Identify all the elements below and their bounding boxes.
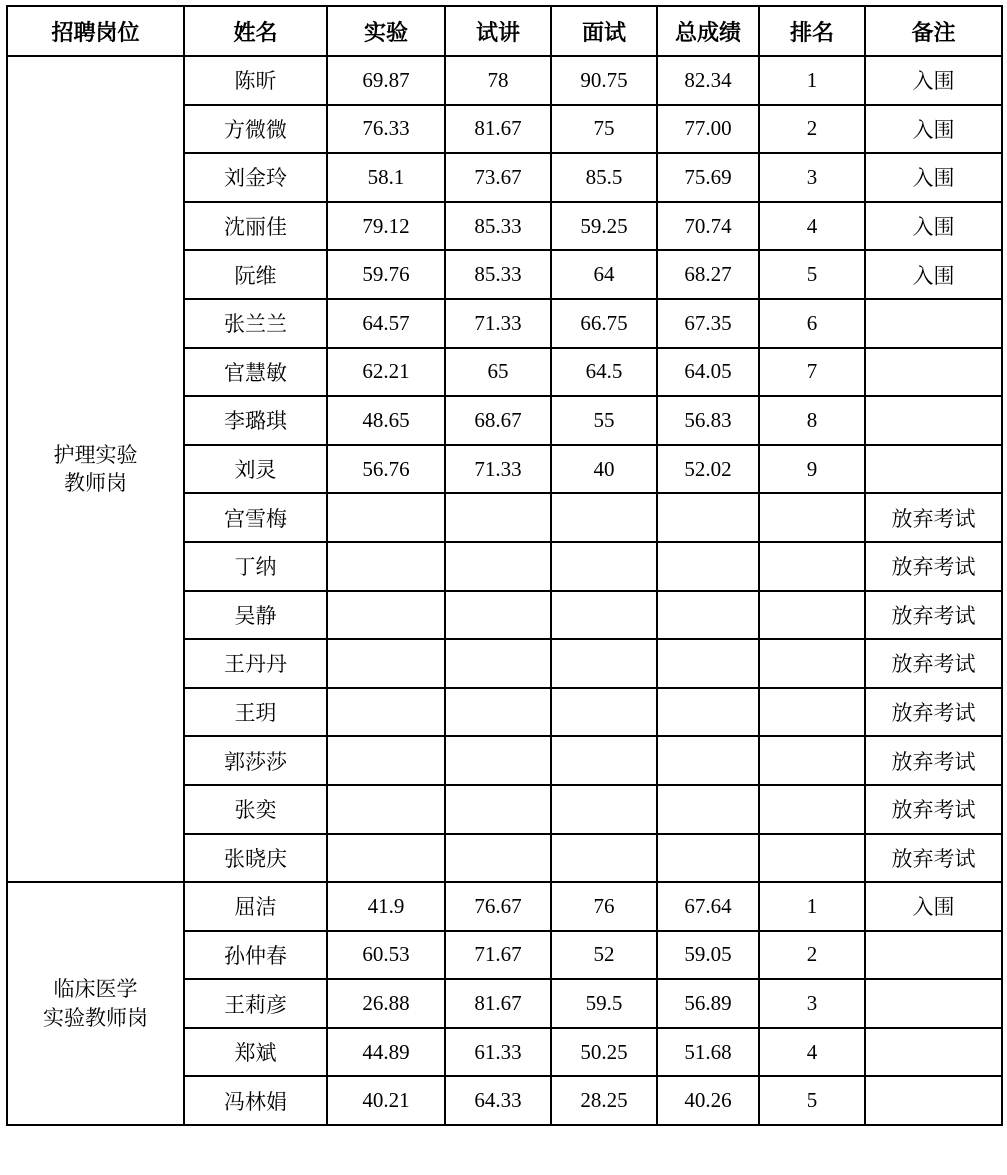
cell-experiment — [327, 542, 445, 591]
cell-interview: 76 — [551, 882, 657, 931]
cell-lecture: 81.67 — [445, 105, 551, 154]
cell-experiment — [327, 785, 445, 834]
cell-note — [865, 931, 1002, 980]
cell-experiment: 62.21 — [327, 348, 445, 397]
header-row — [7, 6, 1002, 56]
cell-lecture: 73.67 — [445, 153, 551, 202]
cell-interview: 66.75 — [551, 299, 657, 348]
cell-interview: 75 — [551, 105, 657, 154]
cell-lecture — [445, 493, 551, 542]
cell-rank: 1 — [759, 882, 865, 931]
cell-lecture: 68.67 — [445, 396, 551, 445]
cell-note: 放弃考试 — [865, 785, 1002, 834]
cell-interview — [551, 542, 657, 591]
cell-rank — [759, 785, 865, 834]
cell-interview: 59.5 — [551, 979, 657, 1028]
cell-total — [657, 639, 759, 688]
cell-total — [657, 736, 759, 785]
cell-rank: 9 — [759, 445, 865, 494]
cell-name: 郑斌 — [184, 1028, 327, 1077]
cell-name: 刘金玲 — [184, 153, 327, 202]
cell-note: 放弃考试 — [865, 834, 1002, 883]
position-label-line: 临床医学 — [53, 977, 138, 1002]
cell-rank: 5 — [759, 250, 865, 299]
cell-total — [657, 785, 759, 834]
cell-total: 59.05 — [657, 931, 759, 980]
cell-note: 放弃考试 — [865, 542, 1002, 591]
cell-name: 刘灵 — [184, 445, 327, 494]
table-row — [7, 882, 1002, 931]
cell-note: 放弃考试 — [865, 736, 1002, 785]
cell-lecture — [445, 639, 551, 688]
cell-experiment: 26.88 — [327, 979, 445, 1028]
cell-rank: 7 — [759, 348, 865, 397]
cell-interview: 59.25 — [551, 202, 657, 251]
cell-note: 放弃考试 — [865, 639, 1002, 688]
cell-note — [865, 1076, 1002, 1125]
header-lecture: 试讲 — [445, 6, 551, 56]
cell-interview — [551, 591, 657, 640]
cell-experiment: 64.57 — [327, 299, 445, 348]
header-total: 总成绩 — [657, 6, 759, 56]
cell-interview: 64.5 — [551, 348, 657, 397]
cell-note: 入围 — [865, 250, 1002, 299]
cell-experiment — [327, 639, 445, 688]
cell-experiment: 60.53 — [327, 931, 445, 980]
cell-interview — [551, 688, 657, 737]
table-body — [7, 56, 1002, 1125]
position-label-line: 护理实验 — [53, 442, 138, 467]
cell-name: 李璐琪 — [184, 396, 327, 445]
cell-lecture — [445, 736, 551, 785]
cell-total: 77.00 — [657, 105, 759, 154]
cell-total: 40.26 — [657, 1076, 759, 1125]
cell-rank — [759, 834, 865, 883]
cell-name: 方微微 — [184, 105, 327, 154]
header-name: 姓名 — [184, 6, 327, 56]
cell-total — [657, 591, 759, 640]
cell-experiment: 44.89 — [327, 1028, 445, 1077]
cell-total: 67.64 — [657, 882, 759, 931]
cell-total: 67.35 — [657, 299, 759, 348]
cell-rank: 4 — [759, 202, 865, 251]
cell-interview: 52 — [551, 931, 657, 980]
cell-name: 孙仲春 — [184, 931, 327, 980]
header-note: 备注 — [865, 6, 1002, 56]
cell-interview: 55 — [551, 396, 657, 445]
cell-total: 52.02 — [657, 445, 759, 494]
cell-note: 入围 — [865, 202, 1002, 251]
header-position: 招聘岗位 — [7, 6, 184, 56]
cell-rank — [759, 591, 865, 640]
cell-rank: 1 — [759, 56, 865, 105]
cell-note — [865, 445, 1002, 494]
cell-name: 阮维 — [184, 250, 327, 299]
cell-total — [657, 688, 759, 737]
cell-lecture — [445, 591, 551, 640]
cell-total: 51.68 — [657, 1028, 759, 1077]
cell-rank: 2 — [759, 105, 865, 154]
cell-rank: 3 — [759, 979, 865, 1028]
cell-name: 王玥 — [184, 688, 327, 737]
cell-name: 宫雪梅 — [184, 493, 327, 542]
cell-interview: 28.25 — [551, 1076, 657, 1125]
cell-note: 放弃考试 — [865, 493, 1002, 542]
cell-experiment — [327, 834, 445, 883]
cell-experiment: 79.12 — [327, 202, 445, 251]
cell-interview: 90.75 — [551, 56, 657, 105]
cell-name: 王莉彦 — [184, 979, 327, 1028]
cell-lecture: 71.67 — [445, 931, 551, 980]
cell-total — [657, 834, 759, 883]
cell-total: 82.34 — [657, 56, 759, 105]
header-interview: 面试 — [551, 6, 657, 56]
cell-name: 冯林娟 — [184, 1076, 327, 1125]
cell-experiment — [327, 688, 445, 737]
cell-note: 放弃考试 — [865, 591, 1002, 640]
cell-experiment: 40.21 — [327, 1076, 445, 1125]
cell-total: 75.69 — [657, 153, 759, 202]
cell-note — [865, 1028, 1002, 1077]
position-cell — [7, 56, 184, 882]
cell-total: 56.89 — [657, 979, 759, 1028]
cell-note: 入围 — [865, 105, 1002, 154]
cell-name: 王丹丹 — [184, 639, 327, 688]
table-row — [7, 56, 1002, 105]
cell-interview: 40 — [551, 445, 657, 494]
cell-name: 丁纳 — [184, 542, 327, 591]
cell-rank — [759, 639, 865, 688]
cell-experiment: 59.76 — [327, 250, 445, 299]
position-label-line: 实验教师岗 — [43, 1005, 148, 1030]
cell-name: 张奕 — [184, 785, 327, 834]
cell-name: 郭莎莎 — [184, 736, 327, 785]
cell-interview: 64 — [551, 250, 657, 299]
cell-lecture — [445, 834, 551, 883]
cell-rank: 2 — [759, 931, 865, 980]
cell-interview: 50.25 — [551, 1028, 657, 1077]
cell-lecture — [445, 542, 551, 591]
cell-experiment — [327, 736, 445, 785]
cell-experiment: 76.33 — [327, 105, 445, 154]
cell-name: 官慧敏 — [184, 348, 327, 397]
cell-total: 64.05 — [657, 348, 759, 397]
cell-rank — [759, 688, 865, 737]
cell-lecture — [445, 688, 551, 737]
cell-rank: 6 — [759, 299, 865, 348]
cell-name: 吴静 — [184, 591, 327, 640]
cell-name: 张兰兰 — [184, 299, 327, 348]
cell-lecture: 64.33 — [445, 1076, 551, 1125]
cell-lecture: 81.67 — [445, 979, 551, 1028]
cell-lecture: 71.33 — [445, 445, 551, 494]
cell-note — [865, 299, 1002, 348]
cell-experiment — [327, 591, 445, 640]
cell-interview: 85.5 — [551, 153, 657, 202]
header-rank: 排名 — [759, 6, 865, 56]
cell-total: 68.27 — [657, 250, 759, 299]
cell-experiment: 48.65 — [327, 396, 445, 445]
cell-note: 入围 — [865, 882, 1002, 931]
cell-lecture: 65 — [445, 348, 551, 397]
cell-lecture: 85.33 — [445, 202, 551, 251]
cell-interview — [551, 834, 657, 883]
position-label-line: 教师岗 — [64, 471, 127, 496]
cell-experiment — [327, 493, 445, 542]
cell-name: 沈丽佳 — [184, 202, 327, 251]
results-table — [6, 5, 1003, 1126]
cell-lecture: 61.33 — [445, 1028, 551, 1077]
cell-total — [657, 542, 759, 591]
cell-rank: 3 — [759, 153, 865, 202]
cell-note — [865, 396, 1002, 445]
cell-rank — [759, 542, 865, 591]
cell-name: 张晓庆 — [184, 834, 327, 883]
position-cell — [7, 882, 184, 1125]
cell-lecture: 71.33 — [445, 299, 551, 348]
cell-lecture — [445, 785, 551, 834]
cell-experiment: 58.1 — [327, 153, 445, 202]
cell-rank: 5 — [759, 1076, 865, 1125]
cell-note: 入围 — [865, 56, 1002, 105]
cell-total — [657, 493, 759, 542]
cell-interview — [551, 639, 657, 688]
cell-note — [865, 979, 1002, 1028]
cell-rank: 4 — [759, 1028, 865, 1077]
cell-total: 56.83 — [657, 396, 759, 445]
header-experiment: 实验 — [327, 6, 445, 56]
cell-lecture: 76.67 — [445, 882, 551, 931]
cell-experiment: 56.76 — [327, 445, 445, 494]
cell-lecture: 85.33 — [445, 250, 551, 299]
cell-rank — [759, 736, 865, 785]
cell-rank: 8 — [759, 396, 865, 445]
cell-note — [865, 348, 1002, 397]
cell-interview — [551, 785, 657, 834]
cell-note: 入围 — [865, 153, 1002, 202]
cell-lecture: 78 — [445, 56, 551, 105]
cell-experiment: 69.87 — [327, 56, 445, 105]
cell-interview — [551, 493, 657, 542]
cell-name: 屈洁 — [184, 882, 327, 931]
cell-rank — [759, 493, 865, 542]
cell-name: 陈昕 — [184, 56, 327, 105]
cell-interview — [551, 736, 657, 785]
cell-experiment: 41.9 — [327, 882, 445, 931]
cell-note: 放弃考试 — [865, 688, 1002, 737]
cell-total: 70.74 — [657, 202, 759, 251]
